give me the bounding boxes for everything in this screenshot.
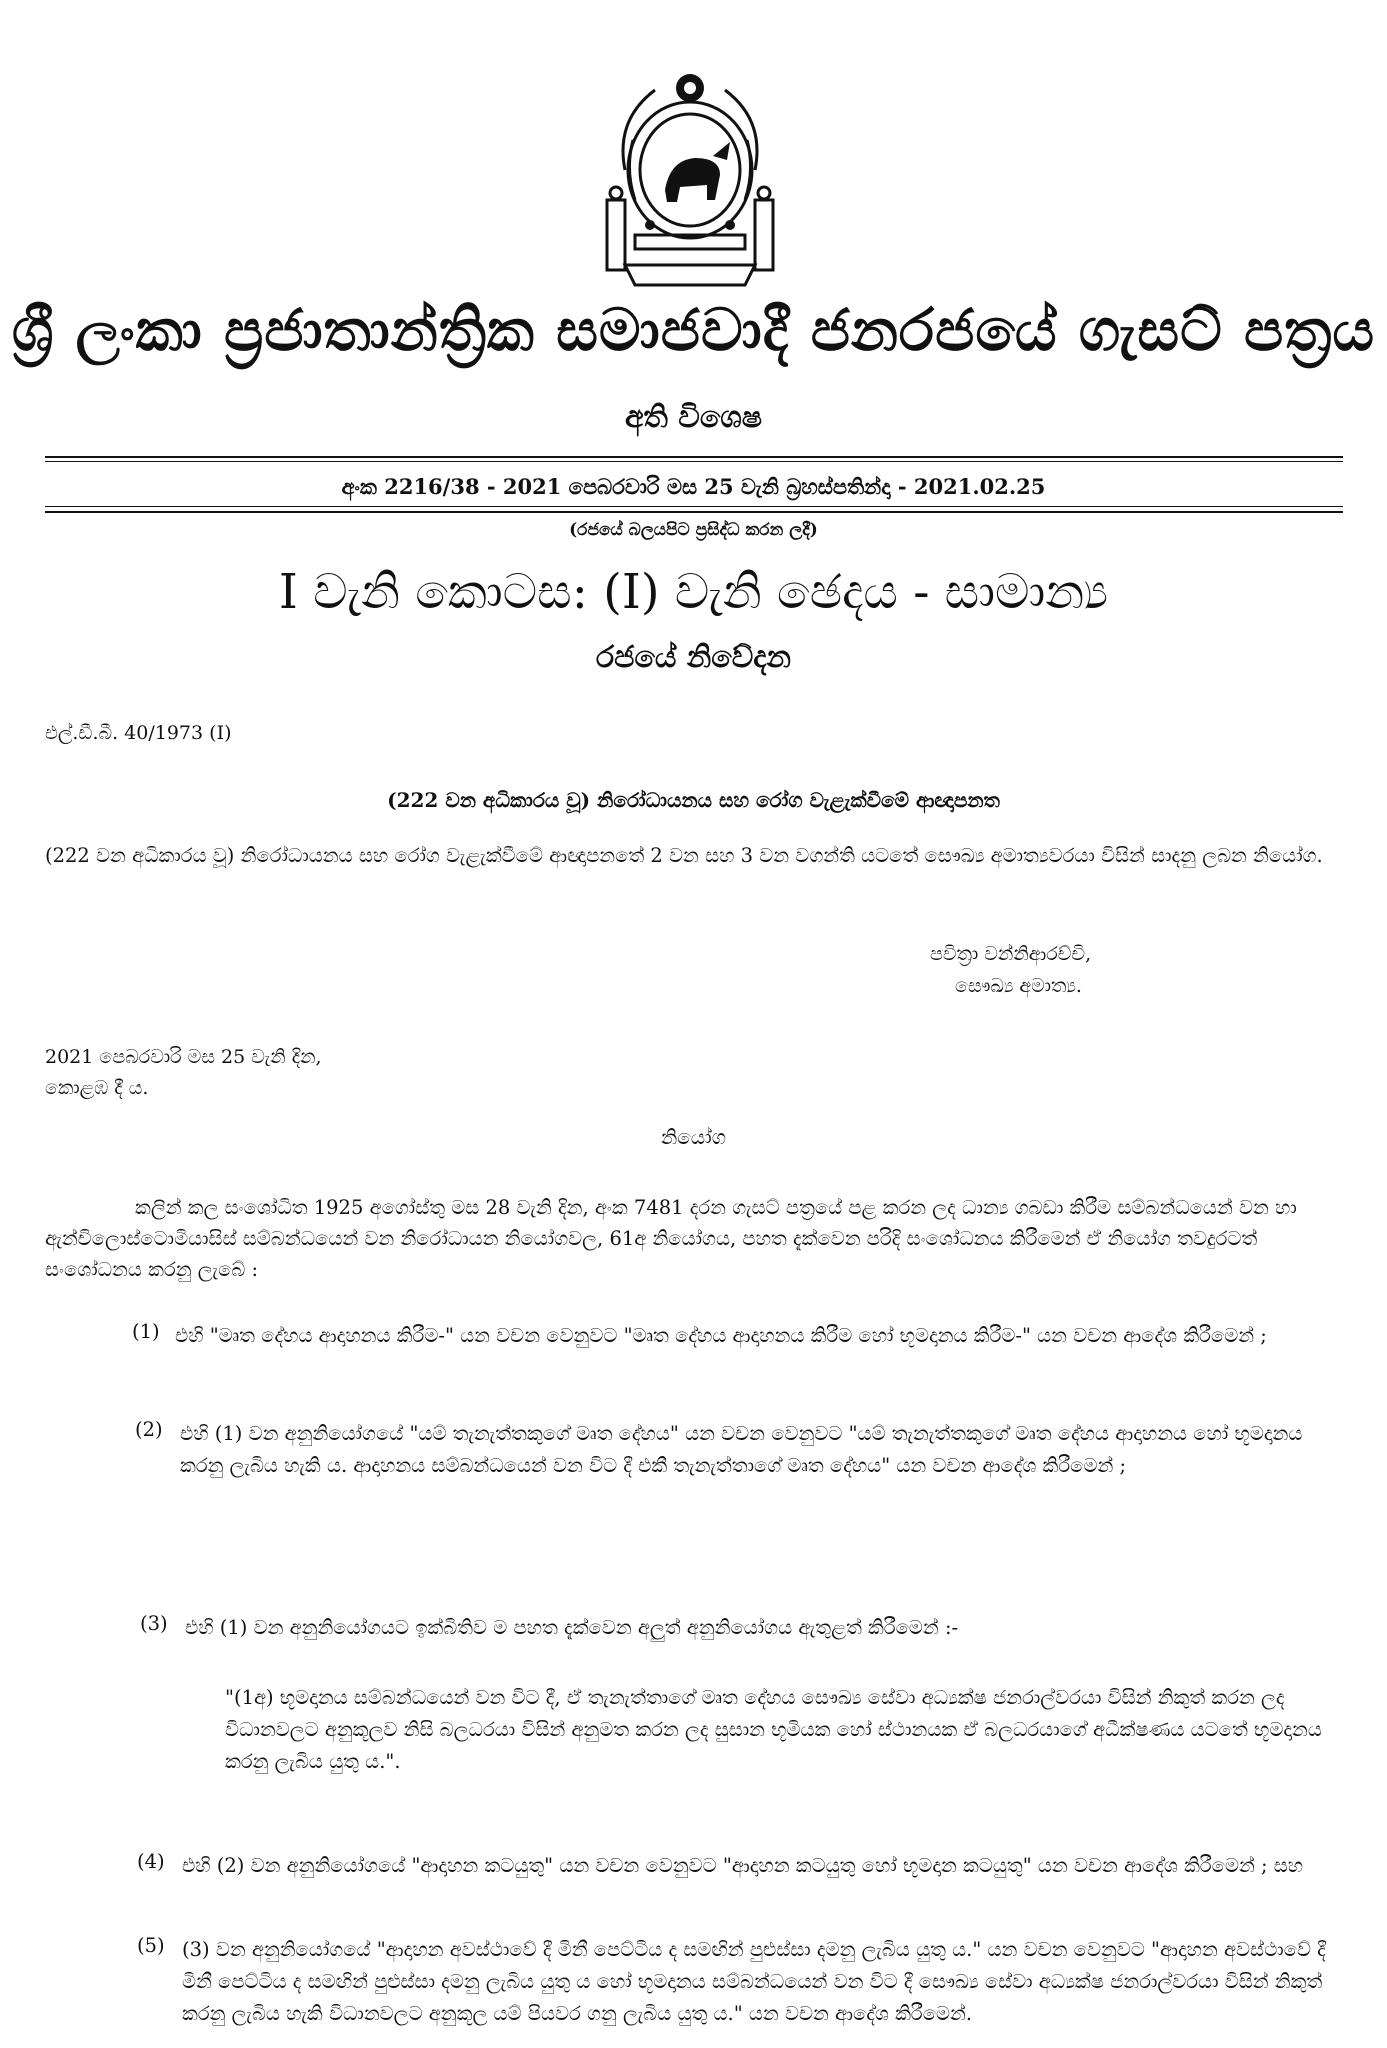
- clause-number: (5): [137, 1934, 165, 1957]
- date-place-block: [45, 1042, 322, 1104]
- issue-line: අංක 2216/38 - 2021 පෙබරවාරි මස 25 වැනි බ්‍රහස්පතින්දා - 2021.02.25: [341, 474, 1046, 499]
- regulations-heading: නියෝග: [660, 1125, 727, 1149]
- list-item: [137, 1850, 1343, 1882]
- list-item: [135, 1418, 1343, 1482]
- list-item: [132, 1320, 1343, 1352]
- intro-paragraph: (222 වන අධිකාරය වූ) නිරෝධායනය සහ රෝග වැළැක්වීමේ ආඥාපනතේ 2 වන සහ 3 වන වගන්ති යටතේ සෞඛ්‍ය අමාත්‍යවරයා විසින් සාදනු ලබන නියෝග.: [45, 844, 1323, 867]
- masthead-rule-bottom: [45, 511, 1343, 513]
- clause-number: (3): [140, 1612, 168, 1635]
- list-item: [140, 1612, 1343, 1778]
- gazette-title: ශ්‍රී ලංකා ප්‍රජාතාන්ත්‍රික සමාජවාදී ජනරජයේ ගැසට් පත්‍රය: [11, 296, 1376, 364]
- national-emblem-icon: [595, 50, 785, 290]
- clause-text: (3) වන අනුනියෝගයේ "ආදාහන අවස්ථාවේ දී මිනී පෙට්ටිය ද සමඟින් පුළුස්සා දමනු ලැබිය යුතු ය." යන වචන වෙනුවට "ආදාහන අවස්ථාවේ දී මිනී පෙට්ටිය ද සමඟින් පුළුස්සා දමනු ලැබිය යුතු ය හෝ භූමදානය සම්බන්ධයෙන් වන විට දී සෞඛ්‍ය සේවා අධ්‍යක්ෂ ජනරාල්වරයා විසින් නිකුත් කරනු ලැබිය හැකි විධානවලට අනුකූල යම් පියවර ගනු ලැබිය යුතු ය." යන වචන ආදේශ කිරීමෙන්.: [182, 1938, 1326, 2025]
- masthead-rule-bottom-thin: [45, 506, 1343, 507]
- publication-authority: (රජයේ බලයපිට ප්‍රසිද්ධ කරන ලදී): [569, 520, 818, 540]
- part-section-heading: I වැනි කොටස: (I) වැනි ඡෙදය - සාමාන්‍ය: [278, 564, 1109, 620]
- masthead-rule-top: [45, 456, 1343, 458]
- preamble-paragraph: කලින් කල සංශෝධිත 1925 අගෝස්තු මස 28 වැනි දින, අංක 7481 දරන ගැසට් පත්‍රයේ පළ කරන ලද ධාන්‍ය ගබඩා කිරීම සම්බන්ධයෙන් වන හා ඇන්චිලොස්ටොමියාසිස් සම්බන්ධයෙන් වන නිරෝධායන නියෝගවල, 61අ නියෝගය, පහත දැක්වෙන පරිදි සංශෝධනය කිරීමෙන් ඒ නියෝග තවදුරටත් සංශෝධනය කරනු ලැබේ ‍:: [45, 1196, 1297, 1281]
- list-item: [137, 1934, 1343, 2030]
- date-line: 2021 පෙබරවාරි මස 25 වැනි දින,: [45, 1046, 322, 1068]
- clause-number: (4): [137, 1850, 165, 1873]
- reference-number: එල්.ඩී.බී. 40/1973 (I): [45, 722, 232, 744]
- masthead-rule-top-thin: [45, 461, 1343, 462]
- clause-text: එහි (1) වන අනුනියෝගයේ "යම් තැනැත්තකුගේ මෘත දේහය" යන වචන වෙනුවට "යම් තැනැත්තකුගේ මෘත දේහය ආදාහනය හෝ භූමදානය කරනු ලැබිය හැකි ය. ආදාහනය සම්බන්ධයෙන් වන විට දී එකී තැනැත්තාගේ මෘත දේහය" යන වචන ආදේශ කිරීමෙන් ;: [180, 1422, 1303, 1477]
- category-heading: රජයේ නිවේදන: [596, 640, 791, 675]
- extraordinary-label: අති විශෙෂ: [624, 400, 763, 435]
- inserted-subregulation: "(1අ) භූමදානය සම්බන්ධයෙන් වන විට දී, ඒ තැනැත්තාගේ මෘත දේහය සෞඛ්‍ය සේවා අධ්‍යක්ෂ ජනරාල්වරයා විසින් නිකුත් කරන ලද විධානවලට අනුකූලව නිසි බලධරයා විසින් අනුමත කරන ලද සුසාන භූමියක හෝ ස්ථානයක ඒ බලධරයාගේ අධීක්ෂණය යටතේ භූමදානය කරනු ලැබිය යුතු ය.".: [225, 1686, 1322, 1773]
- clause-text: එහි (1) වන අනුනියෝගයට ඉක්බිතිව ම පහත දැක්වෙන අලුත් අනුනියෝගය ඇතුළත් කිරීමෙන් :-: [185, 1616, 959, 1639]
- place-line: කොළඹ දී ය.: [45, 1077, 149, 1099]
- clause-number: (2): [135, 1418, 163, 1441]
- signatory-title: සෞඛ්‍ය අමාත්‍ය.: [955, 975, 1082, 997]
- act-title: (222 වන අධිකාරය වූ) නිරෝධායනය සහ රෝග වැළැක්වීමේ ආඥාපනත: [387, 788, 1000, 812]
- clause-number: (1): [132, 1320, 160, 1343]
- clause-text: එහි "මෘත දේහය ආදාහනය කිරීම-" යන වචන වෙනුවට "මෘත දේහය ආදාහනය කිරීම හෝ භූමදානය කිරීම-" යන වචන ආදේශ කිරීමෙන් ;: [175, 1324, 1267, 1347]
- clause-text: එහි (2) වන අනුනියෝගයේ "ආදාහන කටයුතු" යන වචන වෙනුවට "ආදාහන කටයුතු හෝ භූමදාන කටයුතු" යන වචන ආදේශ කිරීමෙන් ; සහ: [182, 1854, 1304, 1877]
- signature-block: [930, 938, 1091, 1002]
- signatory-name: පවිත්‍රා වන්නිආරච්චි,: [930, 943, 1092, 965]
